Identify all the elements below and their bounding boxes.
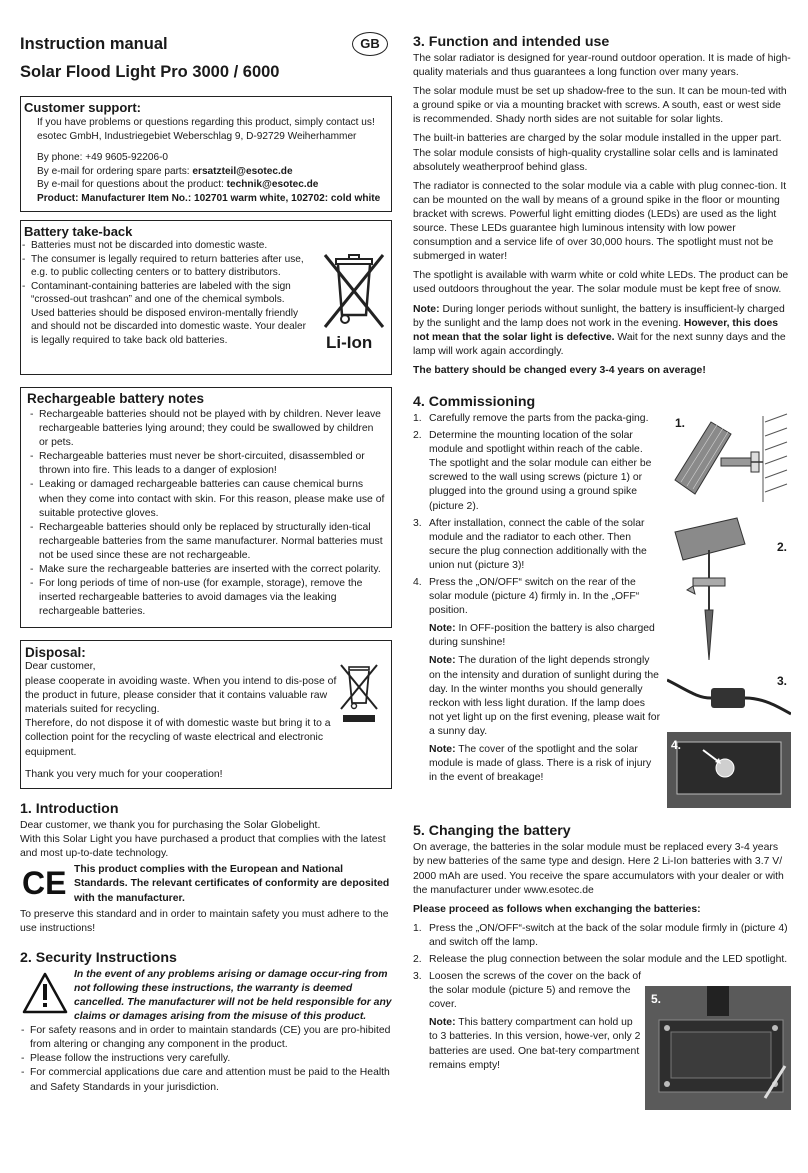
customer-support-box — [20, 96, 392, 212]
left-column — [20, 30, 392, 1095]
rechargeable-notes-box — [20, 387, 392, 628]
list-item: - Please follow the instructions very carefully. — [20, 1052, 392, 1066]
introduction-section — [20, 819, 392, 936]
battery-takeback-list — [21, 239, 306, 347]
list-item: 4. Press the „ON/OFF“ switch on the rear of the solar module (picture 4) firmly in. In the „OFF“ position. Note: In OFF-position the battery is also charged during sunshine! Note: The duration of the light depends strongly on the intensity and duration of sunlight during the day. In the winter months you should generally reckon with less light duration. If the lamp does not yet light up on the first evening, please wait for a sunny day. Note: The cover of the spotlight and the solar module is made of glass. There is a risk of injury in the event of breakage! — [413, 576, 661, 785]
list-item: - For safety reasons and in order to maintain standards (CE) you are pro-hibited from altering or changing any component in the product. — [20, 1024, 392, 1052]
rechargeable-notes-heading: Rechargeable battery notes — [27, 391, 205, 406]
picture-label: 1. — [675, 415, 686, 430]
language-badge: GB — [352, 32, 388, 56]
function-note: Note: During longer periods without sunlight, the battery is insufficient-ly charged by the sunlight and the lamp does not work in the evening. However, this does not mean that the solar light is defective. Wait for the next sunny days and the lamp will work again accordingly. — [413, 303, 786, 357]
list-item: - Leaking or damaged rechargeable batteries can cause chemical burns when they come into contact with skin. For this reason, please make use of suitable protective gloves. — [29, 478, 385, 520]
commissioning-pictures — [667, 412, 791, 814]
support-email-product: By e-mail for questions about the product: technik@esotec.de — [37, 179, 319, 190]
li-ion-label: Li-Ion — [326, 333, 373, 352]
on-off-switch-illustration — [667, 732, 791, 808]
commissioning-heading: 4. Commissioning — [413, 393, 536, 410]
list-item: 2. Release the plug connection between the solar module and the LED spotlight. — [413, 953, 788, 965]
function-section — [413, 52, 791, 378]
introduction-para-2: With this Solar Light you have purchased a product that complies with the latest and most up-to-date technology. — [20, 834, 386, 860]
changing-battery-para: On average, the batteries in the solar module must be replaced every 3-4 years by new batteries of the same type and design. Here 2 Li-Ion batteries with 3.7 V/ 2000 mAh are used. You receive the spare accumulators with your dealer or with the manufacturer under www.esotec.de — [413, 842, 784, 896]
header — [20, 30, 392, 88]
list-item: - The consumer is legally required to return batteries after use, e.g. to public collecting centers or to battery distributors. — [21, 253, 306, 280]
function-heading: 3. Function and intended use — [413, 34, 610, 50]
function-para-2: The solar module must be set up shadow-free to the sun. It can be moun-ted with a ground spike or via a mounting bracket with screws. A south, east or west side is recommended. Shady north sides are not suitable for solar lights. — [413, 86, 787, 126]
changing-battery-section — [413, 841, 791, 1072]
crossed-out-trashcan-icon — [321, 253, 387, 329]
function-para-1: The solar radiator is designed for year-round outdoor operation. It is made of high-quality materials and thus guarantees a long function over many years. — [413, 53, 791, 79]
function-para-5: The spotlight is available with warm white or cold white LEDs. The product can be used outdoors throughout the year. The solar module must be kept free of snow. — [413, 270, 789, 296]
warranty-warning: In the event of any problems arising or damage occur-ring from not following these instructions, the warranty is deemed cancelled. The manufacturer will not be held responsible for any claims or damages arising from the misuse of this product. — [74, 968, 392, 1023]
security-list — [20, 1024, 392, 1094]
commissioning-note-1: Note: In OFF-position the battery is also charged during sunshine! — [429, 623, 655, 649]
customer-support-body — [21, 116, 391, 211]
list-item: - Contaminant-containing batteries are labeled with the sign “crossed-out trashcan” and one of the chemical symbols. Used batteries should be disposed environ-mentally friendly and should not be discarded into domestic waste. Your dealer is legally required to take back old batteries. — [21, 280, 306, 348]
product-numbers: Product: Manufacturer Item No.: 102701 warm white, 102702: cold white — [37, 192, 381, 204]
introduction-heading: 1. Introduction — [20, 801, 119, 818]
warning-triangle-icon — [22, 972, 68, 1014]
disposal-heading: Disposal: — [25, 645, 86, 661]
commissioning-note-2: Note: The duration of the light depends strongly on the intensity and duration of sunlight during the day. In the winter months you should generally reckon with less light duration. If the lamp does not yet light up on the first evening, please wait for a sunny day. — [429, 655, 661, 737]
ce-compliance-text: This product complies with the European and National Standards. The relevant certificates of conformity are deposited with the manufacturer. — [74, 864, 390, 904]
list-item: 3. After installation, connect the cable of the solar module and the radiator to each other. Then secure the plug connection additionally with the union nut (picture 3)! — [413, 517, 647, 571]
list-item: - For commercial applications due care and attention must be paid to the Health and Safety Standards in your jurisdiction. — [20, 1066, 392, 1094]
ce-mark-text: CE — [22, 867, 66, 898]
picture-label: 4. — [671, 737, 682, 752]
changing-battery-heading: 5. Changing the battery — [413, 823, 571, 840]
security-heading: 2. Security Instructions — [20, 949, 177, 966]
commissioning-note-3: Note: The cover of the spotlight and the solar module is made of glass. There is a risk of injury in the event of breakage! — [429, 744, 652, 784]
support-intro: If you have problems or questions regarding this product, simply contact us! — [37, 117, 375, 128]
introduction-para-3: To preserve this standard and in order to maintain safety you must adhere to the use instructions! — [20, 908, 389, 934]
support-address: esotec GmbH, Industriegebiet Weberschlag 9, D-92729 Weiherhammer — [37, 130, 357, 142]
email-product-link[interactable]: technik@esotec.de — [226, 179, 319, 190]
list-item: 3. Loosen the screws of the cover on the back of the solar module (picture 5) and remove the cover. Note: This battery compartment can hold up to 3 batteries. In this version, howe-ver, only 2 batteries are used. One bat-tery compartment remains empty! — [413, 970, 641, 1073]
list-item: - Batteries must not be discarded into domestic waste. — [21, 239, 306, 253]
picture-label: 2. — [776, 539, 787, 554]
list-item: - Rechargeable batteries must never be short-circuited, disassembled or thrown into fire. This leads to a danger of explosion! — [29, 450, 385, 478]
function-para-4: The radiator is connected to the solar module via a cable with plug connec-tion. It can be mounted on the wall by means of a ground spike in the floor or mounting bracket with screws. Powerful light emitting diodes (LEDs) are used as the light source. These LEDs guarantee high luminous intensity with low power consumption and a service life of over 30,000 hours. The spotlight must not be submerged in water! — [413, 180, 787, 263]
support-phone: By phone: +49 9605-92206-0 — [37, 152, 169, 163]
customer-support-heading: Customer support: — [24, 100, 141, 115]
disposal-box — [20, 640, 392, 789]
picture-1 — [667, 412, 791, 504]
manual-title: Instruction manual — [20, 35, 168, 53]
disposal-greeting: Dear customer, — [25, 661, 96, 673]
email-parts-link[interactable]: ersatzteil@esotec.de — [192, 165, 293, 177]
list-item: - For long periods of time of non-use (for example, storage), remove the inserted rechargeable batteries to avoid damages via the leaking rechargeable batteries. — [29, 577, 385, 619]
list-item: - Rechargeable batteries should not be played with by children. Never leave rechargeable batteries lying around; they could be swallowed by children or pets. — [29, 408, 385, 450]
battery-note: Note: This battery compartment can hold up to 3 batteries. In this version, howe-ver, only 2 batteries are used. One bat-tery compartment remains empty! — [429, 1017, 641, 1071]
introduction-para-1: Dear customer, we thank you for purchasing the Solar Globelight. — [20, 820, 321, 832]
weee-bin-icon — [337, 663, 381, 725]
product-title: Solar Flood Light Pro 3000 / 6000 — [20, 63, 280, 81]
commissioning-section — [413, 412, 791, 785]
list-item: - Make sure the rechargeable batteries are inserted with the correct polarity. — [29, 563, 385, 577]
battery-takeback-box — [20, 220, 392, 375]
picture-label: 5. — [651, 991, 662, 1006]
ground-spike-illustration — [667, 510, 791, 664]
list-item: 1. Carefully remove the parts from the packa-ging. — [413, 412, 649, 424]
battery-cover-illustration — [645, 986, 791, 1110]
right-column — [413, 30, 791, 1077]
list-item: 1. Press the „ON/OFF“-switch at the back of the solar module firmly in (picture 4) and switch off the lamp. — [413, 922, 788, 948]
list-item: 2. Determine the mounting location of the solar module and spotlight within reach of the cable. The spotlight and the solar module can either be screwed to the wall using screws (picture 1) or plugged into the ground using a ground spike (picture 2). — [413, 430, 652, 512]
battery-takeback-heading: Battery take-back — [24, 224, 133, 239]
support-email-parts: By e-mail for ordering spare parts: ersatzteil@esotec.de — [37, 165, 293, 177]
picture-2 — [667, 510, 791, 664]
wall-mount-illustration — [667, 412, 791, 504]
disposal-thanks: Thank you very much for your cooperation! — [25, 768, 223, 780]
security-section — [20, 968, 392, 1095]
disposal-para-1: please cooperate in avoiding waste. When you intend to dis-pose of the product in future, please consider that it contains valuable raw materials suited for recycling. — [25, 675, 337, 716]
battery-interval-note: The battery should be changed every 3-4 years on average! — [413, 364, 706, 376]
plug-connection-illustration — [667, 670, 791, 726]
function-para-3: The built-in batteries are charged by the solar module installed in the upper part. The solar module consists of high-quality crystalline solar cells and is laminated absolutely weatherproof behind glass. — [413, 133, 782, 173]
picture-5 — [645, 986, 791, 1110]
picture-4 — [667, 732, 791, 808]
proceed-instruction: Please proceed as follows when exchanging the batteries: — [413, 903, 701, 915]
picture-3 — [667, 670, 791, 726]
ce-mark-icon — [22, 867, 66, 897]
picture-label: 3. — [776, 673, 787, 688]
commissioning-steps — [413, 412, 661, 785]
rechargeable-notes-list — [21, 408, 391, 627]
disposal-para-2: Therefore, do not dispose it of with domestic waste but bring it to a collection point for the recycling of waste electrical and electronic equipment. — [25, 718, 331, 758]
list-item: - Rechargeable batteries should only be replaced by structurally iden-tical rechargeable batteries from the same manufacturer. Normal batteries must not be used since these are not rechargeable. — [29, 521, 385, 563]
